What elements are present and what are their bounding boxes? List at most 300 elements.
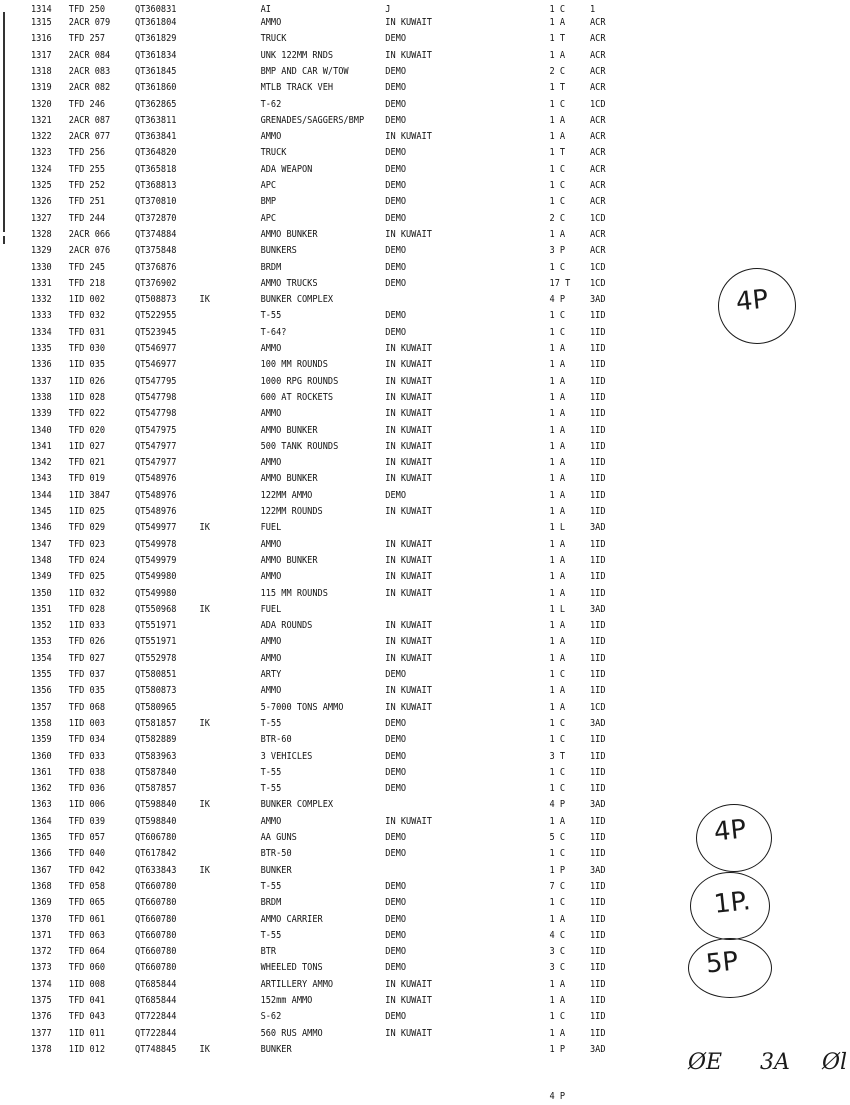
table-row [0, 993, 606, 1009]
status: DEMO [385, 750, 407, 762]
quantity-code: 1 C [549, 734, 566, 746]
quantity-code: 3 C [549, 962, 566, 974]
grid-reference: QT522955 [135, 310, 177, 322]
table-row [0, 308, 606, 324]
organization: 3AD [589, 799, 606, 811]
grid-reference: QT508873 [135, 294, 177, 306]
grid-reference: QT523945 [135, 326, 177, 338]
organization: 1ID [589, 669, 606, 680]
table-row [0, 129, 606, 145]
table-row [0, 162, 606, 178]
row-number: 1350 [30, 587, 52, 599]
grid-reference: QT582889 [135, 734, 177, 746]
table-row [0, 1042, 606, 1058]
target-description: AMMO [260, 457, 282, 469]
row-number: 1362 [30, 783, 52, 795]
target-description: S-62 [260, 1011, 282, 1023]
flag: IK [199, 294, 210, 306]
target-description: AMMO [260, 408, 282, 420]
table-row [0, 439, 606, 455]
table-row [0, 569, 606, 585]
quantity-code: 1 A [549, 995, 566, 1006]
target-description: MTLB TRACK VEH [260, 82, 334, 94]
quantity-code: 1 A [549, 978, 566, 990]
status: IN KUWAIT [385, 652, 432, 664]
row-number: 1334 [30, 326, 52, 338]
organization: ACR [589, 65, 606, 77]
unit-code: TFD 057 [68, 832, 106, 843]
table-row [0, 1026, 606, 1042]
target-description: AMMO [260, 538, 282, 550]
table-row [0, 276, 606, 292]
table-row [0, 48, 606, 64]
unit-code: TFD 027 [68, 652, 106, 664]
grid-reference: QT550968 [135, 603, 177, 615]
unit-code: TFD 024 [68, 554, 106, 566]
organization: 1ID [589, 489, 606, 501]
target-description: ARTY [260, 669, 282, 680]
quantity-code: 1 C [549, 310, 566, 322]
organization: 1CD [589, 277, 606, 289]
row-number: 1317 [30, 49, 52, 61]
unit-code: 2ACR 087 [68, 114, 111, 126]
target-description: ADA WEAPON [260, 163, 313, 175]
row-number: 1337 [30, 375, 52, 387]
target-description: TRUCK [260, 33, 287, 45]
row-number: 1325 [30, 180, 52, 191]
organization: ACR [589, 114, 606, 126]
table-row [0, 243, 606, 259]
quantity-code: 1 C [549, 783, 566, 795]
grid-reference: QT549978 [135, 538, 177, 550]
row-number: 1314 [30, 4, 52, 15]
quantity-code: 1 C [549, 848, 566, 860]
organization: 1ID [589, 391, 606, 403]
status: DEMO [385, 65, 407, 77]
unit-code: TFD 255 [68, 163, 106, 175]
target-description: 122MM AMMO [260, 489, 313, 501]
quantity-code: 17 T [549, 277, 571, 289]
status: DEMO [385, 783, 407, 795]
row-number: 1344 [30, 489, 52, 501]
unit-code: TFD 068 [68, 701, 106, 713]
organization: 1ID [589, 506, 606, 517]
table-row [0, 944, 606, 960]
quantity-code: 1 A [549, 571, 566, 583]
quantity-code: 2 C [549, 65, 566, 77]
row-number: 1346 [30, 522, 52, 534]
grid-reference: QT547795 [135, 375, 177, 387]
table-row [0, 357, 606, 373]
quantity-code: 1 C [549, 196, 566, 208]
table-row [0, 178, 606, 194]
status: IN KUWAIT [385, 506, 432, 517]
quantity-code: 1 A [549, 424, 566, 436]
target-description: T-55 [260, 880, 282, 892]
grid-reference: QT748845 [135, 1043, 177, 1055]
grid-reference: QT362865 [135, 98, 177, 110]
grid-reference: QT547798 [135, 391, 177, 403]
quantity-code: 1 T [549, 82, 566, 94]
organization: ACR [589, 163, 606, 175]
quantity-code: 1 C [549, 180, 566, 191]
row-number: 1349 [30, 571, 52, 583]
row-number: 1365 [30, 832, 52, 843]
target-description: T-64? [260, 326, 287, 338]
table-row [0, 830, 606, 846]
unit-code: TFD 039 [68, 815, 106, 827]
table-row [0, 341, 606, 357]
status: IN KUWAIT [385, 228, 432, 240]
target-description: APC [260, 212, 277, 224]
unit-code: 2ACR 083 [68, 65, 111, 77]
row-number: 1371 [30, 929, 52, 941]
row-number: 1359 [30, 734, 52, 746]
row-number: 1318 [30, 65, 52, 77]
target-description: AMMO [260, 17, 282, 28]
organization: 1ID [589, 962, 606, 974]
organization: 1ID [589, 734, 606, 746]
target-description: 115 MM ROUNDS [260, 587, 328, 599]
row-number: 1347 [30, 538, 52, 550]
grid-reference: QT361845 [135, 65, 177, 77]
unit-code: TFD 021 [68, 457, 106, 469]
grid-reference: QT549980 [135, 587, 177, 599]
grid-reference: QT547975 [135, 424, 177, 436]
row-number: 1357 [30, 701, 52, 713]
row-number: 1373 [30, 962, 52, 974]
organization: 1ID [589, 929, 606, 941]
table-row [0, 260, 606, 276]
row-number: 1329 [30, 245, 52, 257]
target-description: 600 AT ROCKETS [260, 391, 334, 403]
target-description: BMP [260, 196, 277, 208]
quantity-code: 1 A [549, 587, 566, 599]
table-row [0, 1009, 606, 1025]
organization: 1ID [589, 897, 606, 909]
status: DEMO [385, 163, 407, 175]
grid-reference: QT361829 [135, 33, 177, 45]
table-row [0, 928, 606, 944]
grid-reference: QT587857 [135, 783, 177, 795]
status: IN KUWAIT [385, 131, 432, 143]
status: IN KUWAIT [385, 701, 432, 713]
table-row [0, 977, 606, 993]
status: DEMO [385, 962, 407, 974]
handwritten-circle-text: 4P [712, 814, 748, 848]
table-row [0, 912, 606, 928]
unit-code: TFD 064 [68, 946, 106, 958]
unit-code: TFD 061 [68, 913, 106, 925]
target-description: 5-7000 TONS AMMO [260, 701, 344, 713]
grid-reference: QT368813 [135, 180, 177, 191]
target-description: BTR-50 [260, 848, 292, 860]
target-description: 3 VEHICLES [260, 750, 313, 762]
table-row [0, 211, 606, 227]
quantity-code: 1 A [549, 473, 566, 485]
row-number: 1322 [30, 131, 52, 143]
unit-code: 1ID 025 [68, 506, 106, 517]
organization: 3AD [589, 864, 606, 876]
organization: 1ID [589, 1027, 606, 1039]
status: DEMO [385, 717, 407, 729]
grid-reference: QT548976 [135, 473, 177, 485]
organization: 1 [589, 4, 596, 15]
row-number: 1333 [30, 310, 52, 322]
status: J [385, 4, 391, 15]
target-description: AMMO BUNKER [260, 554, 318, 566]
flag: IK [199, 1043, 210, 1055]
unit-code: 2ACR 082 [68, 82, 111, 94]
target-description: BRDM [260, 261, 282, 273]
unit-code: TFD 041 [68, 995, 106, 1006]
status: IN KUWAIT [385, 359, 432, 371]
unit-code: TFD 028 [68, 603, 106, 615]
unit-code: 1ID 012 [68, 1043, 106, 1055]
quantity-code: 1 T [549, 33, 566, 45]
table-row [0, 863, 606, 879]
status: IN KUWAIT [385, 440, 432, 452]
table-row [0, 80, 606, 96]
row-number: 1332 [30, 294, 52, 306]
status: DEMO [385, 82, 407, 94]
table-row [0, 732, 606, 748]
target-description: BUNKER [260, 864, 292, 876]
grid-reference: QT598840 [135, 815, 177, 827]
organization: ACR [589, 196, 606, 208]
grid-reference: QT547977 [135, 457, 177, 469]
status: IN KUWAIT [385, 457, 432, 469]
row-number: 1354 [30, 652, 52, 664]
grid-reference: QT722844 [135, 1027, 177, 1039]
quantity-code: 4 P [549, 294, 566, 306]
table-row [0, 618, 606, 634]
unit-code: TFD 063 [68, 929, 106, 941]
target-description: 152mm AMMO [260, 995, 313, 1006]
table-row [0, 227, 606, 243]
row-number: 1343 [30, 473, 52, 485]
organization: 1ID [589, 359, 606, 371]
unit-code: TFD 251 [68, 196, 106, 208]
organization: 3AD [589, 1043, 606, 1055]
unit-code: TFD 246 [68, 98, 106, 110]
unit-code: TFD 035 [68, 685, 106, 697]
unit-code: 2ACR 076 [68, 245, 111, 257]
row-number: 1353 [30, 636, 52, 648]
row-number: 1326 [30, 196, 52, 208]
quantity-code: 1 A [549, 49, 566, 61]
table-row [0, 960, 606, 976]
quantity-code: 1 C [549, 98, 566, 110]
organization: 1ID [589, 473, 606, 485]
unit-code: 1ID 011 [68, 1027, 106, 1039]
grid-reference: QT374884 [135, 228, 177, 240]
status: DEMO [385, 1011, 407, 1023]
target-description: ADA ROUNDS [260, 620, 313, 632]
table-row [0, 667, 606, 683]
quantity-code: 1 A [549, 440, 566, 452]
status: DEMO [385, 33, 407, 45]
organization: 1ID [589, 766, 606, 778]
quantity-code: 1 A [549, 538, 566, 550]
grid-reference: QT549980 [135, 571, 177, 583]
row-number: 1319 [30, 82, 52, 94]
unit-code: TFD 250 [68, 4, 106, 15]
quantity-code: 1 A [549, 685, 566, 697]
grid-reference: QT547977 [135, 440, 177, 452]
organization: 1ID [589, 913, 606, 925]
table-row [0, 553, 606, 569]
table-row [0, 749, 606, 765]
status: DEMO [385, 147, 407, 159]
quantity-code: 1 A [549, 913, 566, 925]
table-row [0, 97, 606, 113]
organization: ACR [589, 131, 606, 143]
unit-code: TFD 256 [68, 147, 106, 159]
table-row [0, 537, 606, 553]
quantity-code: 4 P [549, 1091, 566, 1102]
unit-code: TFD 029 [68, 522, 106, 534]
unit-code: 1ID 027 [68, 440, 106, 452]
row-number: 1320 [30, 98, 52, 110]
target-description: AMMO BUNKER [260, 424, 318, 436]
status: DEMO [385, 114, 407, 126]
unit-code: 1ID 026 [68, 375, 106, 387]
table-row [0, 113, 606, 129]
quantity-code: 1 A [549, 489, 566, 501]
grid-reference: QT360831 [135, 4, 177, 15]
status: DEMO [385, 196, 407, 208]
status: IN KUWAIT [385, 424, 432, 436]
unit-code: TFD 026 [68, 636, 106, 648]
grid-reference: QT375848 [135, 245, 177, 257]
status: IN KUWAIT [385, 685, 432, 697]
target-description: GRENADES/SAGGERS/BMP [260, 114, 365, 126]
organization: 1ID [589, 620, 606, 632]
row-number: 1315 [30, 17, 52, 28]
grid-reference: QT376902 [135, 277, 177, 289]
table-row [0, 64, 606, 80]
flag: IK [199, 864, 210, 876]
status: IN KUWAIT [385, 343, 432, 354]
quantity-code: 1 C [549, 717, 566, 729]
quantity-code: 1 A [549, 636, 566, 648]
grid-reference: QT722844 [135, 1011, 177, 1023]
status: IN KUWAIT [385, 995, 432, 1006]
status: IN KUWAIT [385, 375, 432, 387]
organization: 3AD [589, 603, 606, 615]
grid-reference: QT546977 [135, 359, 177, 371]
quantity-code: 1 P [549, 864, 566, 876]
grid-reference: QT660780 [135, 962, 177, 974]
grid-reference: QT587840 [135, 766, 177, 778]
unit-code: TFD 244 [68, 212, 106, 224]
table-row [0, 31, 606, 47]
organization: 1ID [589, 310, 606, 322]
grid-reference: QT365818 [135, 163, 177, 175]
grid-reference: QT372870 [135, 212, 177, 224]
grid-reference: QT361860 [135, 82, 177, 94]
target-description: BUNKER COMPLEX [260, 294, 334, 306]
table-row [0, 895, 606, 911]
unit-code: 2ACR 084 [68, 49, 111, 61]
unit-code: TFD 040 [68, 848, 106, 860]
organization: 1ID [589, 995, 606, 1006]
row-number: 1363 [30, 799, 52, 811]
unit-code: TFD 058 [68, 880, 106, 892]
grid-reference: QT685844 [135, 978, 177, 990]
unit-code: 1ID 035 [68, 359, 106, 371]
target-description: BUNKER [260, 1043, 292, 1055]
quantity-code: 1 C [549, 4, 566, 15]
grid-reference: QT376876 [135, 261, 177, 273]
organization: 1ID [589, 587, 606, 599]
grid-reference: QT552978 [135, 652, 177, 664]
status: DEMO [385, 848, 407, 860]
status: DEMO [385, 489, 407, 501]
unit-code: TFD 034 [68, 734, 106, 746]
row-number: 1345 [30, 506, 52, 517]
quantity-code: 1 A [549, 408, 566, 420]
organization: 1ID [589, 440, 606, 452]
table-row [0, 520, 606, 536]
target-description: 122MM ROUNDS [260, 506, 323, 517]
target-description: BMP AND CAR W/TOW [260, 65, 349, 77]
row-number: 1324 [30, 163, 52, 175]
grid-reference: QT583963 [135, 750, 177, 762]
row-number: 1341 [30, 440, 52, 452]
unit-code: 1ID 032 [68, 587, 106, 599]
target-description: 1000 RPG ROUNDS [260, 375, 339, 387]
row-number: 1338 [30, 391, 52, 403]
organization: 3AD [589, 717, 606, 729]
unit-code: 1ID 033 [68, 620, 106, 632]
grid-reference: QT548976 [135, 489, 177, 501]
unit-code: TFD 218 [68, 277, 106, 289]
quantity-code: 4 C [549, 929, 566, 941]
row-number: 1358 [30, 717, 52, 729]
organization: ACR [589, 228, 606, 240]
quantity-code: 7 C [549, 880, 566, 892]
organization: 1ID [589, 636, 606, 648]
unit-code: TFD 023 [68, 538, 106, 550]
status: IN KUWAIT [385, 815, 432, 827]
quantity-code: 1 A [549, 1027, 566, 1039]
status: IN KUWAIT [385, 391, 432, 403]
unit-code: 1ID 006 [68, 799, 106, 811]
status: IN KUWAIT [385, 587, 432, 599]
status: DEMO [385, 310, 407, 322]
row-number: 1356 [30, 685, 52, 697]
unit-code: TFD 257 [68, 33, 106, 45]
table-row [0, 797, 606, 813]
quantity-code: 1 C [549, 261, 566, 273]
row-number: 1340 [30, 424, 52, 436]
quantity-code: 1 A [549, 343, 566, 354]
row-number: 1321 [30, 114, 52, 126]
quantity-code: 1 A [549, 114, 566, 126]
row-number: 1370 [30, 913, 52, 925]
unit-code: TFD 032 [68, 310, 106, 322]
handwritten-note: 3A [760, 1050, 790, 1075]
grid-reference: QT363811 [135, 114, 177, 126]
target-description: AMMO [260, 652, 282, 664]
organization: ACR [589, 82, 606, 94]
row-number: 1328 [30, 228, 52, 240]
row-number: 1368 [30, 880, 52, 892]
table-row [0, 879, 606, 895]
quantity-code: 1 A [549, 554, 566, 566]
